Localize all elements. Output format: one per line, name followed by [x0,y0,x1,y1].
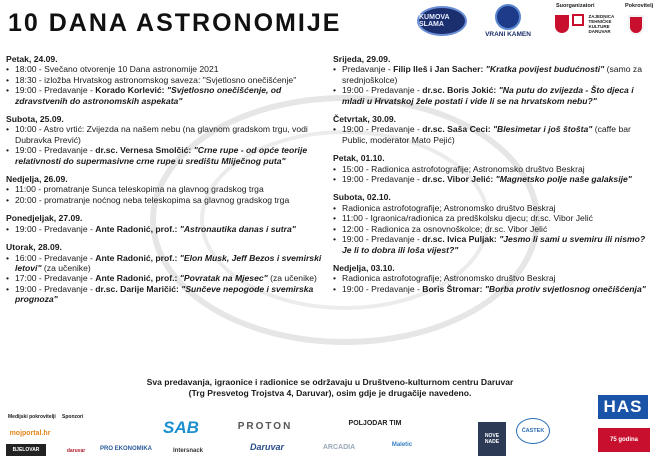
sponsor-logo: POLJODAR TIM [348,419,402,427]
schedule-item: • 11:00 - Igraonica/radionica za predškolsku djecu; dr.sc. Vibor Jelić [333,213,593,224]
vrani-kamen-logo [480,4,536,44]
kumova-slama-logo-text: KUMOVA SLAMA [419,14,450,28]
day-title: Petak, 24.09. [6,54,58,64]
zajednica-tehnicke-kulture-logo [572,14,616,36]
day-title: Subota, 02.10. [333,192,391,203]
sponsor-logo: Daruvar [249,442,285,452]
day-nedjelja-03 [333,263,653,294]
venue-note-line1: Sva predavanja, igraonice i radionice se održavaju u Društveno-kulturnom centru Daruvar [146,377,514,387]
venue-note-line2: (Trg Presvetog Trojstva 4, Daruvar), osim gdje je drugačije navedeno. [188,388,472,398]
day-title: Četvrtak, 30.09. [333,114,397,125]
schedule-item: • 18:30 - izložba Hrvatskog astronomskog saveza: "Svjetlosno onečišćenje" [6,74,297,85]
schedule-right-column [333,54,653,302]
daruvar-coat-of-arms-icon [555,15,569,33]
vrani-kamen-logo-text: VRANI KAMEN [485,31,531,38]
suorganizatori-label: Suorganizatori [556,3,595,9]
schedule-item: • 18:00 - Svečano otvorenje 10 Dana astronomije 2021 [6,64,219,75]
sponsor-logo: 75 godina [598,428,650,452]
schedule-item: • 19:00 - Predavanje - dr.sc. Vibor Jelić: "Magnetsko polje naše galaksije" [333,174,632,185]
schedule-item: • Radionica astrofotografije; Astronomsko društvo Beskraj [333,202,556,213]
venue-note [0,377,660,399]
sponsor-logo: ARCADIA [322,443,356,451]
pokrovitelj-label: Pokrovitelj [625,3,654,9]
schedule-item: • 19:00 - Predavanje - Ante Radonić, prof.: "Astronautika danas i sutra" [6,223,296,234]
sponsor-logo: ČASTEK [516,418,550,444]
schedule-item: • 19:00 - Predavanje - dr.sc. Boris Jokić: "Na putu do zvijezda - Što djeca i mladi u Hrvatskoj žele postati i vide li se na hrvatskom nebu?" [333,85,634,106]
day-nedjelja-26 [6,174,326,205]
day-petak-24 [6,54,326,106]
day-title: Srijeda, 29.09. [333,54,391,64]
header [0,0,660,52]
schedule-item: • Predavanje - Filip Ileš i Jan Sacher: "Kratka povijest budućnosti" (samo za srednjoškolce) [333,64,642,85]
day-cetvrtak-30 [333,114,653,145]
sponsor-logo: daruvar [66,448,86,454]
day-title: Utorak, 28.09. [6,242,62,253]
day-title: Nedjelja, 26.09. [6,174,68,185]
schedule-item: • 12:00 - Radionica za osnovnoškolce; dr.sc. Vibor Jelić [333,223,548,234]
page-title: 10 DANA ASTRONOMIJE [8,9,342,37]
schedule-item: • 19:00 - Predavanje - Boris Štromar: "Borba protiv svjetlosnog onečišćenja" [333,283,646,294]
day-petak-01 [333,153,653,184]
day-ponedjeljak-27 [6,213,326,234]
mediji-label: Medijski pokrovitelji [8,414,56,420]
ztk-square-icon [572,14,584,26]
schedule-item: • 19:00 - Predavanje - dr.sc. Ivica Puljak: "Jesmo li sami u svemiru ili nismo? Je li to dobra ili loša vijest?" [333,234,646,255]
schedule-item: • 19:00 - Predavanje - dr.sc. Darije Maričić: "Sunčeve nepogode i svemirska prognoza" [6,283,314,305]
has-logo: HAS [598,395,648,419]
schedule-item: • 16:00 - Predavanje - Ante Radonić, prof.: "Elon Musk, Jeff Bezos i svemirski letovi" (za učenike) [6,252,322,273]
sponsor-logo: Maletic [391,442,413,448]
sponsor-logo: Intersnack [172,448,203,454]
schedule-item: • 15:00 - Radionica astrofotografije; Astronomsko društvo Beskraj [333,163,585,174]
day-title: Subota, 25.09. [6,114,64,125]
schedule-item: • 19:00 - Predavanje - dr.sc. Vernesa Smolčić: "Crne rupe - od opće teorije relativnosti do supermasivne crne rupe u središtu Mliječnog puta" [6,145,308,166]
sponsor-logo: PRO EKONOMIKA [99,446,152,452]
county-coat-of-arms-icon [628,15,644,35]
sponsor-logo: SAB [163,418,199,437]
schedule-item: • 20:00 - promatranje noćnog neba teleskopima sa glavnog gradskog trga [6,194,290,205]
schedule-item: • 17:00 - Predavanje - Ante Radonić, prof.: "Povratak na Mjesec" (za učenike) [6,273,317,284]
sponsor-logo: BJELOVAR [6,444,46,456]
schedule-left-column [6,54,326,313]
kumova-slama-logo [417,6,467,36]
sponsor-logo: PROTON [237,420,293,432]
day-title: Nedjelja, 03.10. [333,262,395,273]
vrani-kamen-emblem-icon [495,4,521,30]
day-subota-02 [333,192,653,254]
schedule-item: • Radionica astrofotografije; Astronomsko društvo Beskraj [333,273,556,284]
sponsors-strip [0,400,660,466]
day-utorak-28 [6,242,326,304]
schedule-item: • 19:00 - Predavanje - dr.sc. Saša Ceci: "Blesimetar i još štošta" (caffe bar Public, moderator Mato Pejić) [333,124,631,145]
day-subota-25 [6,114,326,166]
day-title: Ponedjeljak, 27.09. [6,213,83,224]
schedule-item: • 10:00 - Astro vrtić: Zvijezda na našem nebu (na glavnom gradskom trgu, vodi Dubravka Prević) [6,124,308,145]
schedule-item: • 11:00 - promatranje Sunca teleskopima na glavnog gradskog trga [6,184,264,195]
ztk-logo-text: ZAJEDNICA TEHNIČKE KULTURE DARUVAR [588,14,615,34]
sponsor-logo: NOVE NADE [478,422,506,456]
sponzori-label: Sponzori [62,414,84,420]
day-srijeda-29 [333,54,653,106]
schedule-item: • 19:00 - Predavanje - Korado Korlević: "Svjetlosno onečišćenje, od zdravstvenih do astronomskih aspekata" [6,85,282,106]
day-title: Petak, 01.10. [333,153,385,164]
sponsor-logo: mojportal.hr [9,429,51,437]
